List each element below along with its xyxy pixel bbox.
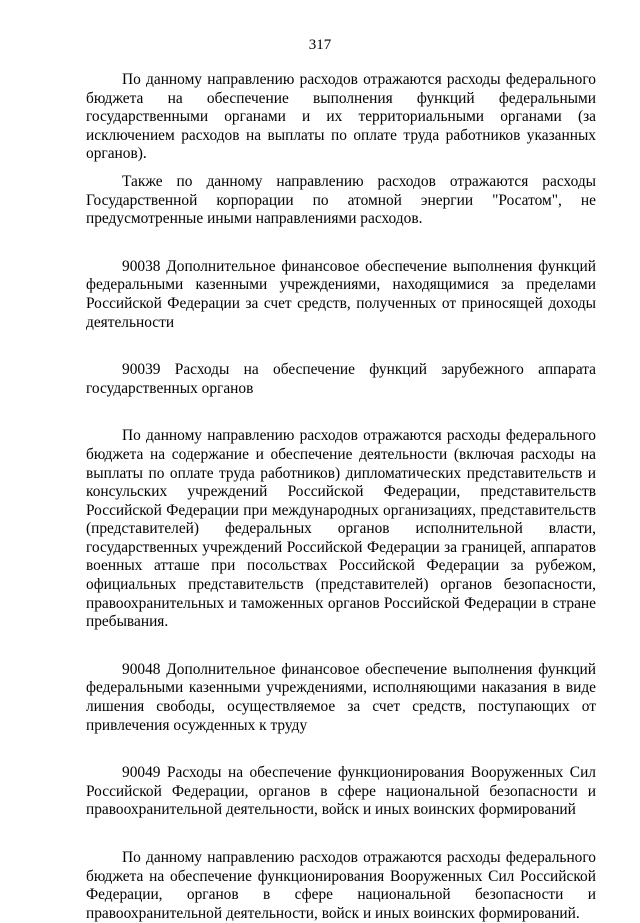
paragraph-expense-description: По данному направлению расходов отражаются расходы федерального бюджета на обеспечение выполнения функций федеральными государственными органами и их территориальными органами (за исключением расходов на выплаты по оплате труда работников указанных органов). bbox=[86, 71, 596, 163]
paragraph-rosatom-note: Также по данному направлению расходов отражаются расходы Государственной корпорации по атомной энергии "Росатом", не предусмотренные иными направлениями расходов. bbox=[86, 172, 596, 228]
page-number: 317 bbox=[308, 37, 332, 53]
section-heading-90039: 90039 Расходы на обеспечение функций зарубежного аппарата государственных органов bbox=[86, 361, 596, 397]
section-heading-90048: 90048 Дополнительное финансовое обеспечение выполнения функций федеральными казенными учреждениями, исполняющими наказания в виде лишения свободы, осуществляемое за счет средств, поступающих от привлечения осужденных к труду bbox=[86, 660, 596, 734]
section-heading-90049: 90049 Расходы на обеспечение функционирования Вооруженных Сил Российской Федерации, органов в сфере национальной безопасности и правоохранительной деятельности, войск и иных воинских формирований bbox=[86, 764, 596, 819]
section-heading-90038: 90038 Дополнительное финансовое обеспечение выполнения функций федеральными казенными учреждениями, находящимися за пределами Российской Федерации за счет средств, полученных от приносящей доходы деятельности bbox=[86, 257, 596, 331]
paragraph-armed-forces-description: По данному направлению расходов отражаются расходы федерального бюджета на обеспечение функционирования Вооруженных Сил Российской Федерации, органов в сфере национальной безопасности и правоохранительной деятельности, войск и иных воинских формирований. bbox=[86, 849, 596, 922]
document-body bbox=[86, 71, 596, 923]
paragraph-foreign-offices-description: По данному направлению расходов отражаются расходы федерального бюджета на содержание и обеспечение деятельности (включая расходы на выплаты по оплате труда работников) дипломатических представительств и консульских учреждений Российской Федерации, представительств Российской Федерации при международных организациях, представительств (представителей) федеральных органов исполнительной власти, государственных учреждений Российской Федерации за границей, аппаратов военных атташе при посольствах Российской Федерации за рубежом, официальных представительств (представителей) органов безопасности, правоохранительных и таможенных органов Российской Федерации в стране пребывания. bbox=[86, 427, 596, 631]
